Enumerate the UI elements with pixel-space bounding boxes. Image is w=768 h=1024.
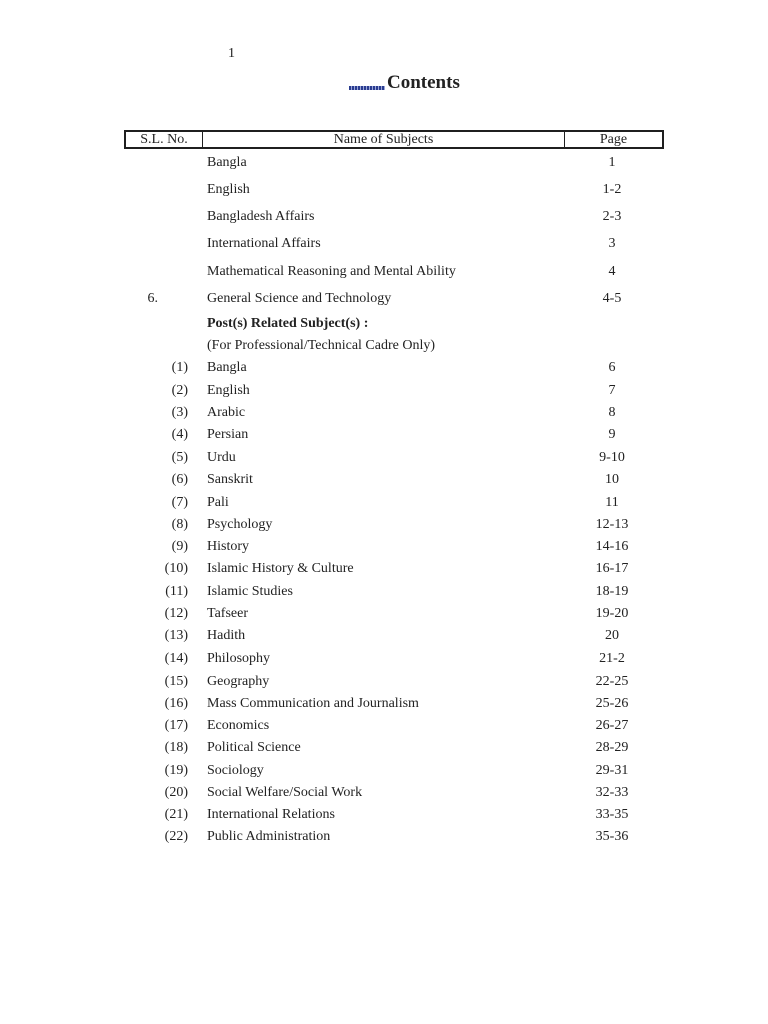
row-subject: Sanskrit [207,472,253,487]
row-page: 4-5 [602,291,622,306]
table-row [124,515,664,535]
row-page: 6 [608,360,616,375]
row-page: 11 [605,495,619,510]
row-page: 20 [605,628,619,643]
table-row [124,537,664,557]
row-page: 21-2 [599,651,625,666]
table-row [124,604,664,624]
row-sl: (4) [171,427,188,442]
row-subject: International Relations [207,807,335,822]
row-page: 19-20 [595,606,629,621]
table-row [124,403,664,423]
row-sl: (15) [164,674,188,689]
row-sl: (9) [171,539,188,554]
row-page: 9-10 [599,450,625,465]
row-page: 3 [608,236,616,251]
table-row [124,180,664,200]
row-subject: International Affairs [207,236,321,251]
table-row [124,289,664,309]
row-sl: (5) [171,450,188,465]
header-name-of-subjects: Name of Subjects [203,132,565,147]
row-subject: Pali [207,495,229,510]
row-sl: (10) [164,561,188,576]
row-subject: Psychology [207,517,273,532]
row-sl: (2) [171,383,188,398]
table-row [124,761,664,781]
row-page: 28-29 [595,740,629,755]
section-heading: Post(s) Related Subject(s) : [207,316,369,331]
row-sl: (18) [164,740,188,755]
table-row [124,381,664,401]
title-decoration [349,86,385,90]
row-page: 2-3 [602,209,622,224]
row-subject: English [207,182,250,197]
section-note-row [124,336,664,356]
row-page: 7 [608,383,616,398]
row-subject: Sociology [207,763,264,778]
page-title: Contents [387,72,460,93]
row-subject: Arabic [207,405,246,420]
row-sl: (17) [164,718,188,733]
row-sl: (3) [171,405,188,420]
row-subject: Urdu [207,450,236,465]
row-page: 9 [608,427,616,442]
table-row [124,738,664,758]
row-page: 4 [608,264,616,279]
row-page: 18-19 [595,584,629,599]
table-row [124,626,664,646]
row-subject: Bangladesh Affairs [207,209,315,224]
row-page: 1 [608,155,616,170]
row-sl: (20) [164,785,188,800]
table-row [124,153,664,173]
table-row [124,234,664,254]
row-sl: (12) [164,606,188,621]
row-sl: (22) [164,829,188,844]
table-header [124,130,664,149]
table-row [124,493,664,513]
table-row [124,827,664,847]
row-subject: Geography [207,674,270,689]
row-subject: Persian [207,427,249,442]
row-page: 32-33 [595,785,629,800]
row-page: 22-25 [595,674,629,689]
row-subject: History [207,539,249,554]
table-row [124,207,664,227]
section-heading-row [124,314,664,334]
row-subject: English [207,383,250,398]
row-sl: (14) [164,651,188,666]
row-subject: Hadith [207,628,246,643]
table-row [124,448,664,468]
row-sl: (19) [164,763,188,778]
page-number: 1 [228,46,235,61]
row-page: 29-31 [595,763,629,778]
row-subject: Bangla [207,155,247,170]
table-row [124,783,664,803]
row-subject: General Science and Technology [207,291,392,306]
row-sl: (7) [171,495,188,510]
row-page: 26-27 [595,718,629,733]
table-row [124,358,664,378]
table-row [124,425,664,445]
header-sl-no: S.L. No. [126,132,203,147]
contents-heading [349,72,460,94]
row-subject: Bangla [207,360,247,375]
row-page: 8 [608,405,616,420]
row-subject: Social Welfare/Social Work [207,785,363,800]
row-sl: (8) [171,517,188,532]
row-page: 16-17 [595,561,629,576]
table-row [124,262,664,282]
table-row [124,470,664,490]
row-sl: (16) [164,696,188,711]
row-sl: (6) [171,472,188,487]
row-sl: (11) [165,584,188,599]
row-subject: Islamic Studies [207,584,293,599]
section-note: (For Professional/Technical Cadre Only) [207,338,436,353]
row-page: 14-16 [595,539,629,554]
row-page: 33-35 [595,807,629,822]
row-page: 25-26 [595,696,629,711]
row-page: 1-2 [602,182,622,197]
row-sl: (1) [171,360,188,375]
row-subject: Public Administration [207,829,331,844]
row-page: 35-36 [595,829,629,844]
table-row [124,716,664,736]
row-subject: Philosophy [207,651,271,666]
header-page: Page [599,132,628,147]
row-page: 10 [605,472,619,487]
row-sl: 6. [147,291,158,306]
row-subject: Tafseer [207,606,248,621]
table-row [124,559,664,579]
table-row [124,805,664,825]
table-row [124,582,664,602]
row-subject: Islamic History & Culture [207,561,354,576]
row-sl: (13) [164,628,188,643]
row-subject: Economics [207,718,270,733]
row-sl: (21) [164,807,188,822]
row-subject: Mathematical Reasoning and Mental Ability [207,264,456,279]
row-subject: Political Science [207,740,301,755]
table-row [124,672,664,692]
row-subject: Mass Communication and Journalism [207,696,419,711]
table-row [124,694,664,714]
row-page: 12-13 [595,517,629,532]
table-row [124,649,664,669]
